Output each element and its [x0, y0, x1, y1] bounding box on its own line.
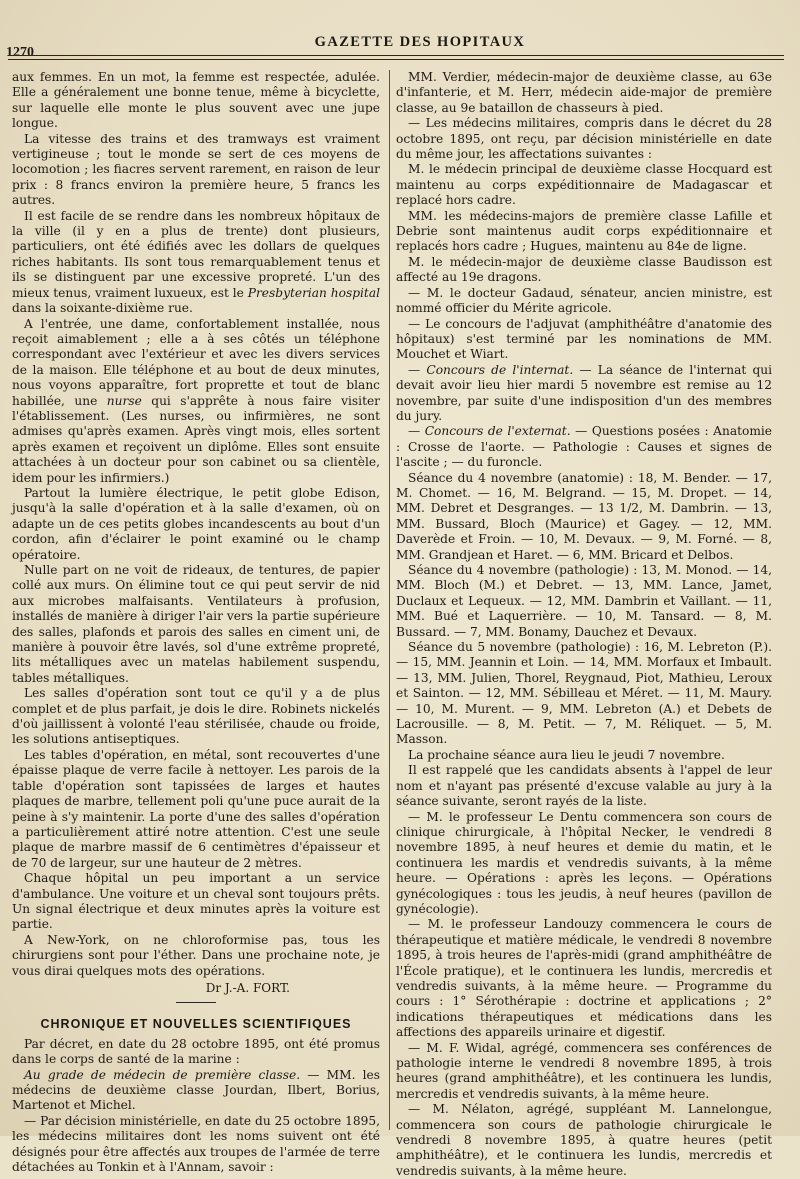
paragraph: — M. le docteur Gadaud, sénateur, ancien ministre, est nommé officier du Mérite agricole.	[396, 285, 772, 316]
paragraph: MM. les médecins-majors de première classe Lafille et Debrie sont maintenus audit corps expéditionnaire et replacés hors cadre ; Hugues, maintenu au 84e de ligne.	[396, 208, 772, 254]
paragraph: — Le concours de l'adjuvat (amphithéâtre d'anatomie des hôpitaux) s'est terminé par les nominations de MM. Mouchet et Wiart.	[396, 316, 772, 362]
paragraph: aux femmes. En un mot, la femme est respectée, adulée. Elle a généralement une bonne tenue, même à bicyclette, sur laquelle elle monte le plus souvent avec une jupe longue.	[12, 70, 380, 131]
paragraph	[396, 363, 772, 425]
text-run: dans la soixante-dixième rue.	[12, 301, 193, 316]
paragraph: — M. le professeur Landouzy commencera le cours de thérapeutique et matière médicale, le vendredi 8 novembre 1895, à trois heures de l'après-midi (grand amphithéâtre de l'École pratique), et le continuera les lundis, mercredis et vendredis suivants, à la même heure. — Programme du cours : 1° Sérothérapie : doctrine et applications ; 2° indications thérapeutiques et médications dans les affections des appareils urinaire et digestif.	[396, 917, 772, 1040]
paragraph: Séance du 5 novembre (pathologie) : 16, M. Lebreton (P.). — 15, MM. Jeannin et Loin. — 14, MM. Morfaux et Imbault. — 13, MM. Julien, Thorel, Reygnaud, Piot, Mathieu, Leroux et Sainton. — 12, MM. Sébilleau et Méret. — 11, M. Maury. — 10, M. Murent. — 9, MM. Lebreton (A.) et Debets de Lacrousille. — 8, M. Petit. — 7, M. Réliquet. — 5, M. Masson.	[396, 640, 772, 747]
paragraph: M. le médecin-major de deuxième classe Baudisson est affecté au 19e dragons.	[396, 254, 772, 285]
text-run: A l'entrée, une dame, confortablement installée, nous reçoit aimablement ; elle a à ses côtés un téléphone correspondant avec l'extérieur et avec les divers services de la maison. Elle téléphone et au bout de deux minutes, nous voyons apparaître, fort proprette et tout de blanc habillée, une	[12, 316, 380, 408]
paragraph: La prochaine séance aura lieu le jeudi 7 novembre.	[408, 747, 725, 762]
italic-hospital-name: Presbyterian hospital	[247, 285, 380, 300]
text-run: — Questions posées : Anatomie : Crosse de l'aorte. — Pathologie : Causes et signes de l'ascite ; — du furoncle.	[396, 424, 772, 470]
paragraph: La vitesse des trains et des tramways est vraiment vertigineuse ; tout le monde se sert de ces moyens de locomotion ; les fiacres servent rarement, en raison de leur prix : 8 francs environ la première heure, 5 francs les autres.	[12, 131, 380, 208]
paragraph: Il est rappelé que les candidats absents à l'appel de leur nom et n'ayant pas présenté d'excuse valable au jury à la séance suivante, seront rayés de la liste.	[396, 763, 772, 809]
paragraph: Partout la lumière électrique, le petit globe Edison, jusqu'à la salle d'opération et à la salle d'examen, où on adapte un de ces petits globes incandescents au bout d'un cordon, afin d'éclairer le point examiné ou le champ opératoire.	[12, 485, 380, 562]
column-divider	[389, 70, 390, 1130]
italic-heading: — Concours de l'externat.	[408, 424, 571, 439]
paragraph: Chaque hôpital un peu important a un service d'ambulance. Une voiture et un cheval sont toujours prêts. Un signal électrique et deux minutes après la voiture est partie.	[12, 871, 380, 932]
text-run: — La séance de l'internat qui devait avoir lieu hier mardi 5 novembre est remise au 12 novembre, par suite d'une indisposition d'un des membres du jury.	[396, 362, 773, 423]
right-column	[396, 70, 773, 1178]
paragraph	[12, 317, 380, 486]
paragraph: Nulle part on ne voit de rideaux, de tentures, de papier collé aux murs. On élimine tout ce qui peut servir de nid aux microbes malfaisants. Ventilateurs à profusion, installés de manière à diriger l'air vers la partie supérieure des salles, plafonds et parois des salles en ciment uni, de manière à pouvoir être lavés, sol d'une extrême propreté, lits métalliques avec un matelas habilement suspendu, tables métalliques.	[12, 563, 380, 685]
paragraph: Séance du 4 novembre (pathologie) : 13, M. Monod. — 14, MM. Bloch (M.) et Debret. — 13, MM. Lance, Jamet, Duclaux et Lequeux. — 12, MM. Dambrin et Vaillant. — 11, MM. Bué et Laquerrière. — 10, M. Tansard. — 8, M. Bussard. — 7, MM. Bonamy, Dauchez et Devaux.	[396, 563, 772, 639]
paragraph: A New-York, on ne chloroformise pas, tous les chirurgiens sont pour l'éther. Dans une prochaine note, je vous dirai quelques mots des opérations.	[12, 932, 380, 978]
article-signature: Dr J.-A. FORT.	[205, 980, 290, 995]
italic-grade-label: Au grade de médecin de première classe.	[24, 1067, 301, 1082]
paragraph: — Les médecins militaires, compris dans le décret du 28 octobre 1895, ont reçu, par décision ministérielle en date du même jour, les affectations suivantes :	[396, 116, 772, 162]
text-run: qui s'apprête à nous faire visiter l'établissement. (Les nurses, ou infirmières, ne sont admises qu'après examen. Après vingt mois, elles sortent après examen et reçoivent un diplôme. Elles sont ensuite attachées à un docteur pour son cabinet ou sa clientèle, idem pour les infirmiers.)	[12, 393, 380, 485]
paragraph: — M. Nélaton, agrégé, suppléant M. Lannelongue, commencera son cours de pathologie chirurgicale le vendredi 8 novembre 1895, à quatre heures (petit amphithéâtre), et le continuera les lundis, mercredis et vendredis suivants, à la même heure.	[396, 1102, 772, 1178]
paragraph: — M. F. Widal, agrégé, commencera ses conférences de pathologie interne le vendredi 8 novembre 1895, à trois heures (grand amphithéâtre), et les continuera les lundis, mercredis et vendredis suivants, à la même heure.	[396, 1040, 772, 1101]
text-run: — MM. les médecins de deuxième classe Jourdan, Ilbert, Borius, Martenot et Michel.	[12, 1067, 380, 1113]
paragraph: MM. Verdier, médecin-major de deuxième classe, au 63e d'infanterie, et M. Herr, médecin aide-major de première classe, au 9e bataillon de chasseurs à pied.	[396, 70, 772, 115]
running-head-title: GAZETTE DES HOPITAUX	[314, 34, 526, 50]
paragraph: — Par décision ministérielle, en date du 25 octobre 1895, les médecins militaires dont les noms suivent ont été désignés pour être affectés aux troupes de l'armée de terre détachées au Tonkin et à l'Annam, savoir :	[12, 1113, 380, 1175]
paragraph: — M. le professeur Le Dentu commencera son cours de clinique chirurgicale, à l'hôpital Necker, le vendredi 8 novembre 1895, à neuf heures et demie du matin, et le continuera les mardis et vendredis suivants, à la même heure. — Opérations : après les leçons. — Opérations gynécologiques : tous les jeudis, à neuf heures (pavillon de gynécologie).	[396, 809, 772, 916]
paragraph: Séance du 4 novembre (anatomie) : 18, M. Bender. — 17, M. Chomet. — 16, M. Belgrand. — 15, M. Dropet. — 14, MM. Debret et Desgranges. — 13 1/2, M. Dambrin. — 13, MM. Bussard, Bloch (Maurice) et Gagey. — 12, MM. Daverède et Froin. — 10, M. Devaux. — 9, M. Forné. — 8, MM. Grandjean et Haret. — 6, MM. Bricard et Delbos.	[396, 470, 772, 562]
paragraph: Les salles d'opération sont tout ce qu'il y a de plus complet et de plus parfait, je dois le dire. Robinets nickelés d'où jaillissent à volonté l'eau stérilisée, chaude ou froide, les solutions antiseptiques.	[12, 686, 380, 747]
text-run: Il est facile de se rendre dans les nombreux hôpitaux de la ville (il y en a plus de trente) dont plusieurs, particuliers, ont été édifiés avec les dollars de quelques riches habitants. Ils sont tous remarquablement tenus et ils se distinguent par une excessive propreté. L'un des mieux tenus, vraiment luxueux, est le	[12, 208, 380, 300]
paragraph: Les tables d'opération, en métal, sont recouvertes d'une épaisse plaque de verre facile à nettoyer. Les parois de la table d'opération sont tapissées de larges et hautes plaques de marbre, tellement poli qu'une puce aurait de la peine à s'y maintenir. La porte d'une des salles d'opération a particulièrement attiré notre attention. C'est une seule plaque de marbre massif de 6 centimètres d'épaisseur et de 70 de largeur, sur une hauteur de 2 mètres.	[12, 747, 380, 870]
section-separator	[176, 1002, 216, 1003]
italic-heading: — Concours de l'internat.	[408, 362, 574, 377]
paragraph: M. le médecin principal de deuxième classe Hocquard est maintenu au corps expéditionnaire de Madagascar et replacé hors cadre.	[396, 162, 772, 208]
page-number: 1270	[6, 45, 34, 60]
paragraph	[396, 424, 772, 470]
paragraph	[12, 1068, 380, 1114]
header-rule-thin	[8, 59, 784, 60]
section-title: CHRONIQUE ET NOUVELLES SCIENTIFIQUES	[40, 1017, 352, 1032]
header-rule	[8, 55, 784, 56]
italic-term: nurse	[106, 393, 142, 408]
paragraph	[12, 209, 380, 317]
paragraph: Par décret, en date du 28 octobre 1895, ont été promus dans le corps de santé de la marine :	[12, 1036, 380, 1067]
left-column	[12, 70, 380, 1175]
